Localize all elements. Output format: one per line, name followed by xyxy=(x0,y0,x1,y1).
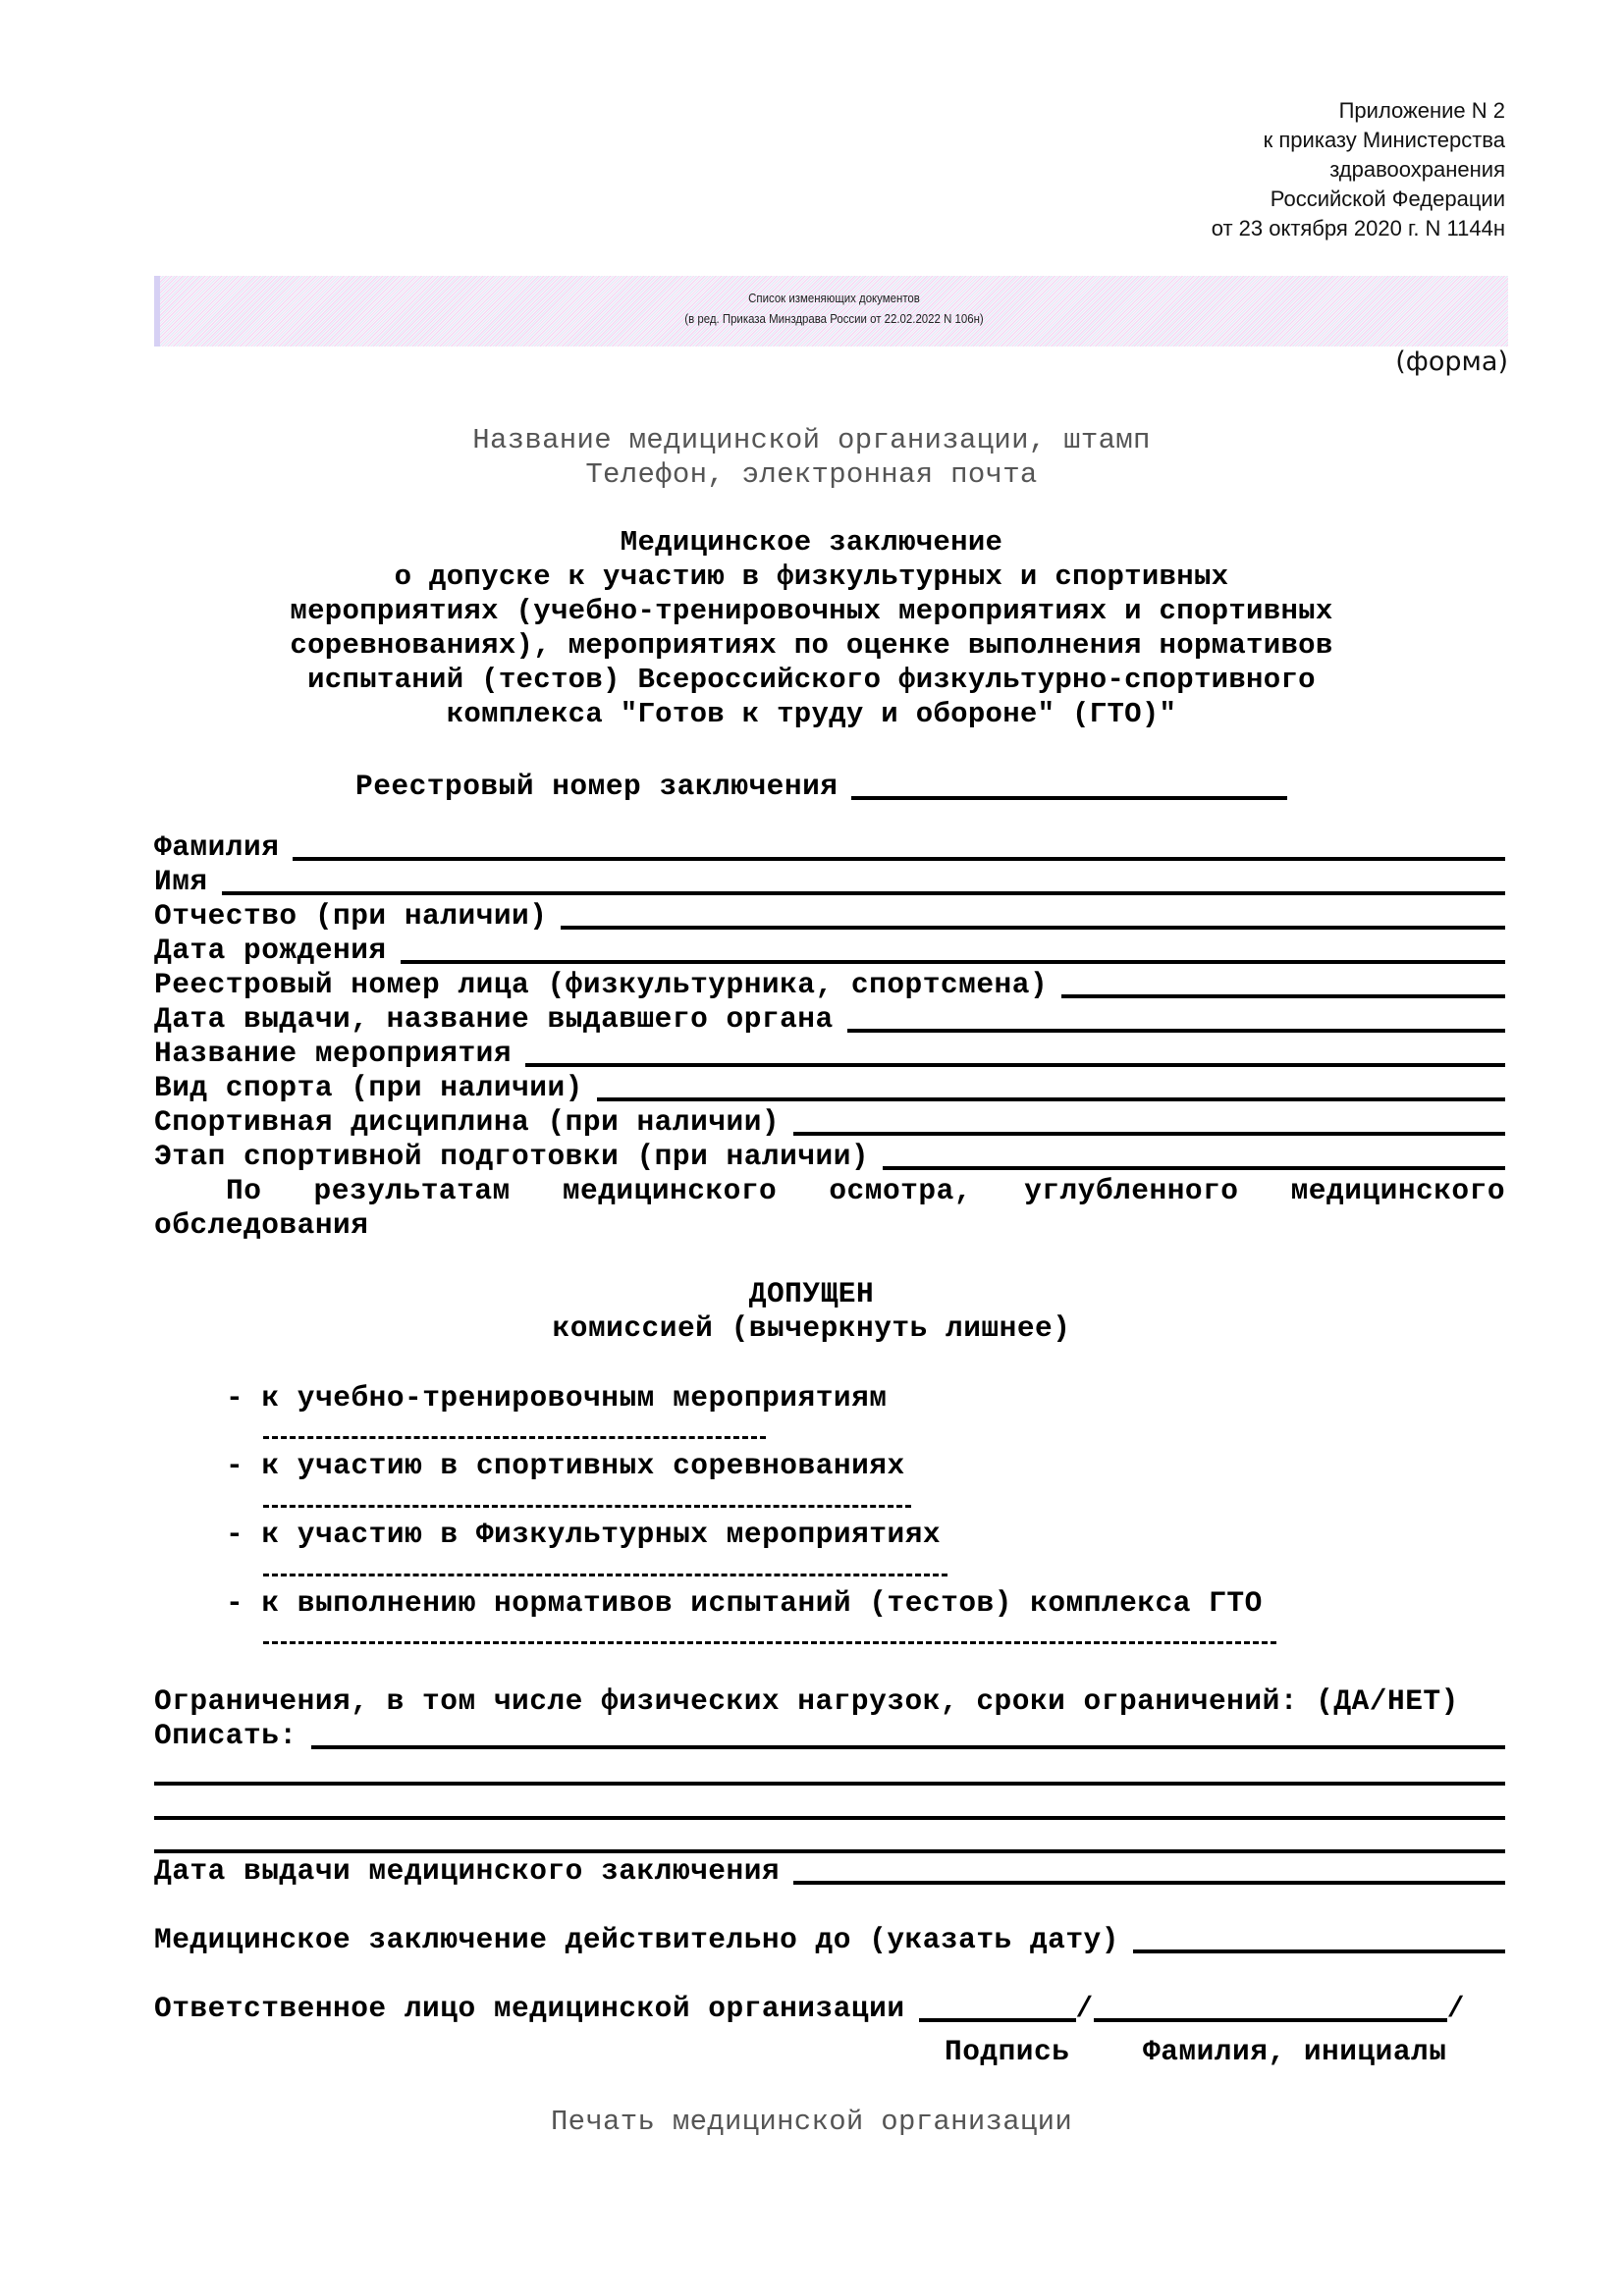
signature-caption: Подпись xyxy=(945,2035,1070,2068)
admission-option-physical-events[interactable]: - к участию в Физкультурных мероприятиях xyxy=(226,1518,942,1551)
field-row-birth-date xyxy=(154,934,1505,968)
dashed-rule xyxy=(263,1641,1276,1644)
appendix-line: Российской Федерации xyxy=(1270,187,1505,211)
issue-info-field[interactable] xyxy=(847,1001,1505,1033)
describe-label: Описать: xyxy=(154,1719,298,1752)
title-line: Медицинское заключение xyxy=(620,526,1003,559)
document-title xyxy=(0,525,1623,731)
person-registry-number-field[interactable] xyxy=(1061,967,1505,998)
discipline-field[interactable] xyxy=(793,1104,1505,1136)
field-row-sport xyxy=(154,1071,1505,1105)
separator-slash: / xyxy=(1446,1992,1465,2025)
title-line: соревнованиях), мероприятиях по оценке выполнения нормативов xyxy=(290,629,1333,662)
appendix-line: к приказу Министерства xyxy=(1263,128,1505,152)
admission-option-competitions[interactable]: - к участию в спортивных соревнованиях xyxy=(226,1449,905,1482)
signature-field[interactable] xyxy=(919,1991,1076,2022)
organization-name-line: Название медицинской организации, штамп xyxy=(472,424,1151,456)
responsible-person-label: Ответственное лицо медицинской организации xyxy=(154,1992,905,2025)
field-row-person-registry-number xyxy=(154,968,1505,1002)
field-label: Этап спортивной подготовки (при наличии) xyxy=(154,1140,870,1173)
issue-date-field[interactable] xyxy=(793,1853,1505,1885)
responsible-person-row xyxy=(154,1992,1465,2026)
field-label: Название мероприятия xyxy=(154,1037,513,1070)
issue-date-row xyxy=(154,1854,1505,1889)
appendix-line: здравоохранения xyxy=(1329,157,1505,182)
full-name-field[interactable] xyxy=(1094,1991,1447,2022)
field-label: Имя xyxy=(154,865,208,898)
title-line: испытаний (тестов) Всероссийского физкультурно-спортивного xyxy=(307,664,1316,696)
issue-date-label: Дата выдачи медицинского заключения xyxy=(154,1854,781,1888)
field-row-name xyxy=(154,865,1505,899)
patronymic-field[interactable] xyxy=(561,898,1505,930)
valid-until-row xyxy=(154,1923,1505,1957)
field-label: Спортивная дисциплина (при наличии) xyxy=(154,1105,781,1139)
appendix-line: Приложение N 2 xyxy=(1338,98,1505,123)
results-paragraph-line2: обследования xyxy=(154,1208,369,1242)
dashed-rule xyxy=(263,1574,947,1576)
field-row-training-stage xyxy=(154,1140,1505,1174)
appendix-header xyxy=(1212,96,1505,243)
admitted-heading: ДОПУЩЕН xyxy=(748,1277,875,1310)
title-line: о допуске к участию в физкультурных и спортивных xyxy=(394,561,1229,593)
sport-field[interactable] xyxy=(597,1070,1505,1101)
results-paragraph-line1: По результатам медицинского осмотра, углубленного медицинского xyxy=(226,1174,1506,1207)
full-name-caption: Фамилия, инициалы xyxy=(1143,2035,1447,2068)
amendments-box xyxy=(154,276,1508,347)
amendments-subtitle: (в ред. Приказа Минздрава России от 22.02.2022 N 106н) xyxy=(684,311,984,326)
field-row-surname xyxy=(154,830,1505,865)
registry-number-label: Реестровый номер заключения xyxy=(355,770,839,803)
amendments-title: Список изменяющих документов xyxy=(748,291,920,305)
field-label: Фамилия xyxy=(154,830,280,864)
field-row-issue-info xyxy=(154,1002,1505,1037)
stamp-placeholder: Печать медицинской организации xyxy=(550,2106,1073,2138)
restrictions-extra-line[interactable] xyxy=(154,1816,1505,1820)
admission-option-training[interactable]: - к учебно-тренировочным мероприятиям xyxy=(226,1381,888,1415)
admitted-subheading: комиссией (вычеркнуть лишнее) xyxy=(552,1311,1071,1345)
appendix-line: от 23 октября 2020 г. N 1144н xyxy=(1211,216,1505,240)
field-label: Вид спорта (при наличии) xyxy=(154,1071,583,1104)
field-label: Дата рождения xyxy=(154,934,387,967)
field-row-event-name xyxy=(154,1037,1505,1071)
surname-field[interactable] xyxy=(293,829,1505,861)
field-label: Реестровый номер лица (физкультурника, спортсмена) xyxy=(154,968,1049,1001)
event-name-field[interactable] xyxy=(525,1036,1505,1067)
birth-date-field[interactable] xyxy=(401,933,1505,964)
restrictions-describe-field[interactable] xyxy=(311,1718,1505,1749)
registry-number-field[interactable] xyxy=(851,769,1287,800)
name-field[interactable] xyxy=(222,864,1505,895)
restrictions-label: Ограничения, в том числе физических нагрузок, сроки ограничений: (ДА/НЕТ) xyxy=(154,1684,1459,1718)
organization-block xyxy=(0,423,1623,492)
dashed-rule xyxy=(263,1505,911,1508)
registry-number-row xyxy=(355,770,1287,804)
field-row-discipline xyxy=(154,1105,1505,1140)
organization-contacts-line: Телефон, электронная почта xyxy=(585,458,1038,491)
restrictions-describe-row xyxy=(154,1719,1505,1753)
valid-until-label: Медицинское заключение действительно до (указать дату) xyxy=(154,1923,1119,1956)
field-label: Дата выдачи, название выдавшего органа xyxy=(154,1002,834,1036)
title-line: мероприятиях (учебно-тренировочных мероприятиях и спортивных xyxy=(290,595,1333,627)
field-label: Отчество (при наличии) xyxy=(154,899,548,933)
dashed-rule xyxy=(263,1436,766,1439)
training-stage-field[interactable] xyxy=(883,1139,1505,1170)
valid-until-field[interactable] xyxy=(1133,1922,1505,1953)
separator-slash: / xyxy=(1075,1992,1094,2025)
field-row-patronymic xyxy=(154,899,1505,934)
form-label: (форма) xyxy=(1395,347,1508,377)
title-line: комплекса "Готов к труду и обороне" (ГТО)" xyxy=(446,698,1177,730)
restrictions-extra-line[interactable] xyxy=(154,1782,1505,1786)
admission-option-gto-tests[interactable]: - к выполнению нормативов испытаний (тестов) комплекса ГТО xyxy=(226,1586,1263,1620)
